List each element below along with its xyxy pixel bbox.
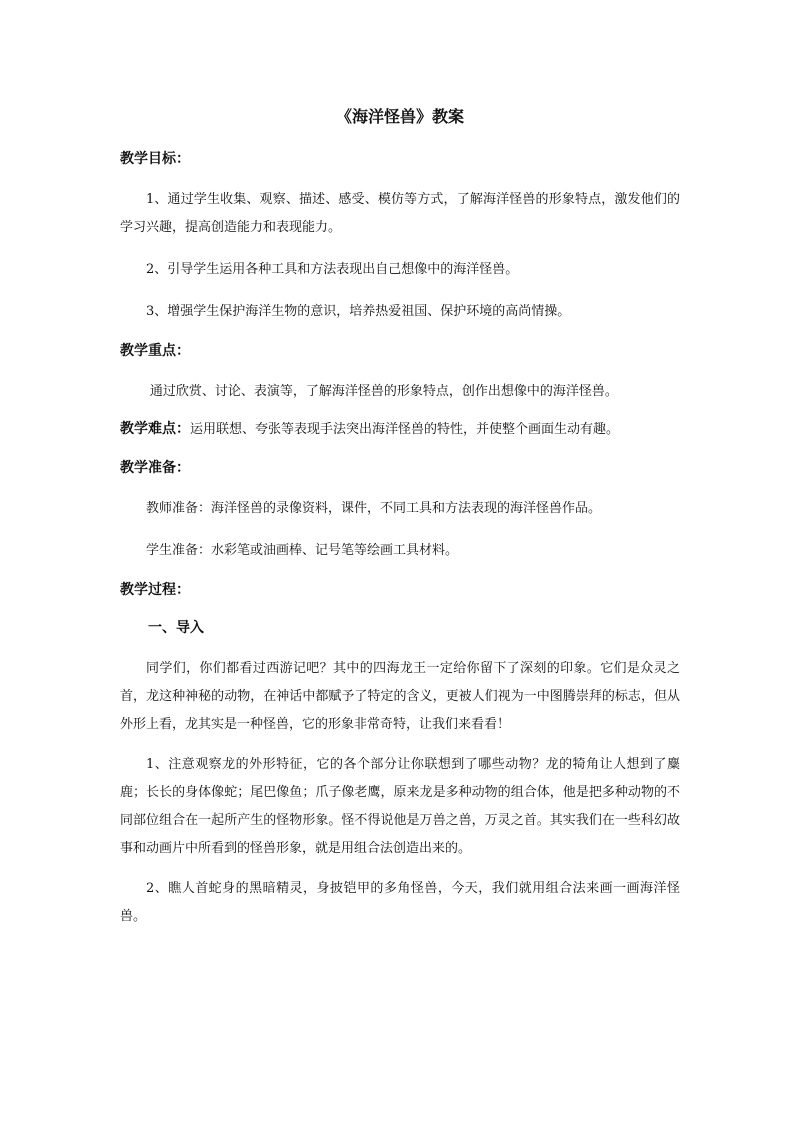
document-title: 《海洋怪兽》教案 bbox=[335, 107, 464, 126]
focus-heading: 教学重点： bbox=[120, 343, 190, 359]
difficulty-label: 教学难点： bbox=[120, 421, 190, 437]
goal-item: 2、引导学生运用各种工具和方法表现出自己想像中的海洋怪兽。 bbox=[146, 262, 519, 277]
difficulty-line bbox=[120, 418, 680, 441]
teacher-preparation: 教师准备：海洋怪兽的录像资料，课件，不同工具和方法表现的海洋怪兽作品。 bbox=[146, 501, 602, 516]
goal-item: 1、通过学生收集、观察、描述、感受、模仿等方式，了解海洋怪兽的形象特点，激发他们的学习兴趣，提高创造能力和表现能力。 bbox=[120, 192, 680, 235]
process-subheading: 一、导入 bbox=[148, 620, 204, 636]
process-point: 2、瞧人首蛇身的黑暗精灵，身披铠甲的多角怪兽，今天，我们就用组合法来画一画海洋怪兽。 bbox=[120, 881, 680, 924]
process-point: 1、注意观察龙的外形特征，它的各个部分让你联想到了哪些动物？龙的犄角让人想到了麋鹿；长长的身体像蛇；尾巴像鱼；爪子像老鹰，原来龙是多种动物的组合体，他是把多种动物的不同部位组合在一起所产生的怪物形象。怪不得说他是万兽之兽，万灵之首。其实我们在一些科幻故事和动画片中所看到的怪兽形象，就是用组合法创造出来的。 bbox=[120, 757, 680, 856]
preparation-heading: 教学准备： bbox=[120, 460, 190, 476]
process-intro: 同学们，你们都看过西游记吧？其中的四海龙王一定给你留下了深刻的印象。它们是众灵之首，龙这种神秘的动物，在神话中都赋予了特定的含义，更被人们视为一中图腾崇拜的标志，但从外形上看，龙其实是一种怪兽，它的形象非常奇特，让我们来看看！ bbox=[120, 661, 680, 732]
goal-item: 3、增强学生保护海洋生物的意识，培养热爱祖国、保护环境的高尚情操。 bbox=[146, 304, 571, 319]
document-body bbox=[120, 104, 680, 943]
goals-heading: 教学目标： bbox=[120, 151, 190, 167]
focus-text: 通过欣赏、讨论、表演等，了解海洋怪兽的形象特点，创作出想像中的海洋怪兽。 bbox=[149, 384, 618, 399]
student-preparation: 学生准备：水彩笔或油画棒、记号笔等绘画工具材料。 bbox=[146, 543, 459, 558]
difficulty-text: 运用联想、夸张等表现手法突出海洋怪兽的特性，并使整个画面生动有趣。 bbox=[190, 422, 620, 437]
process-heading: 教学过程： bbox=[120, 582, 190, 598]
